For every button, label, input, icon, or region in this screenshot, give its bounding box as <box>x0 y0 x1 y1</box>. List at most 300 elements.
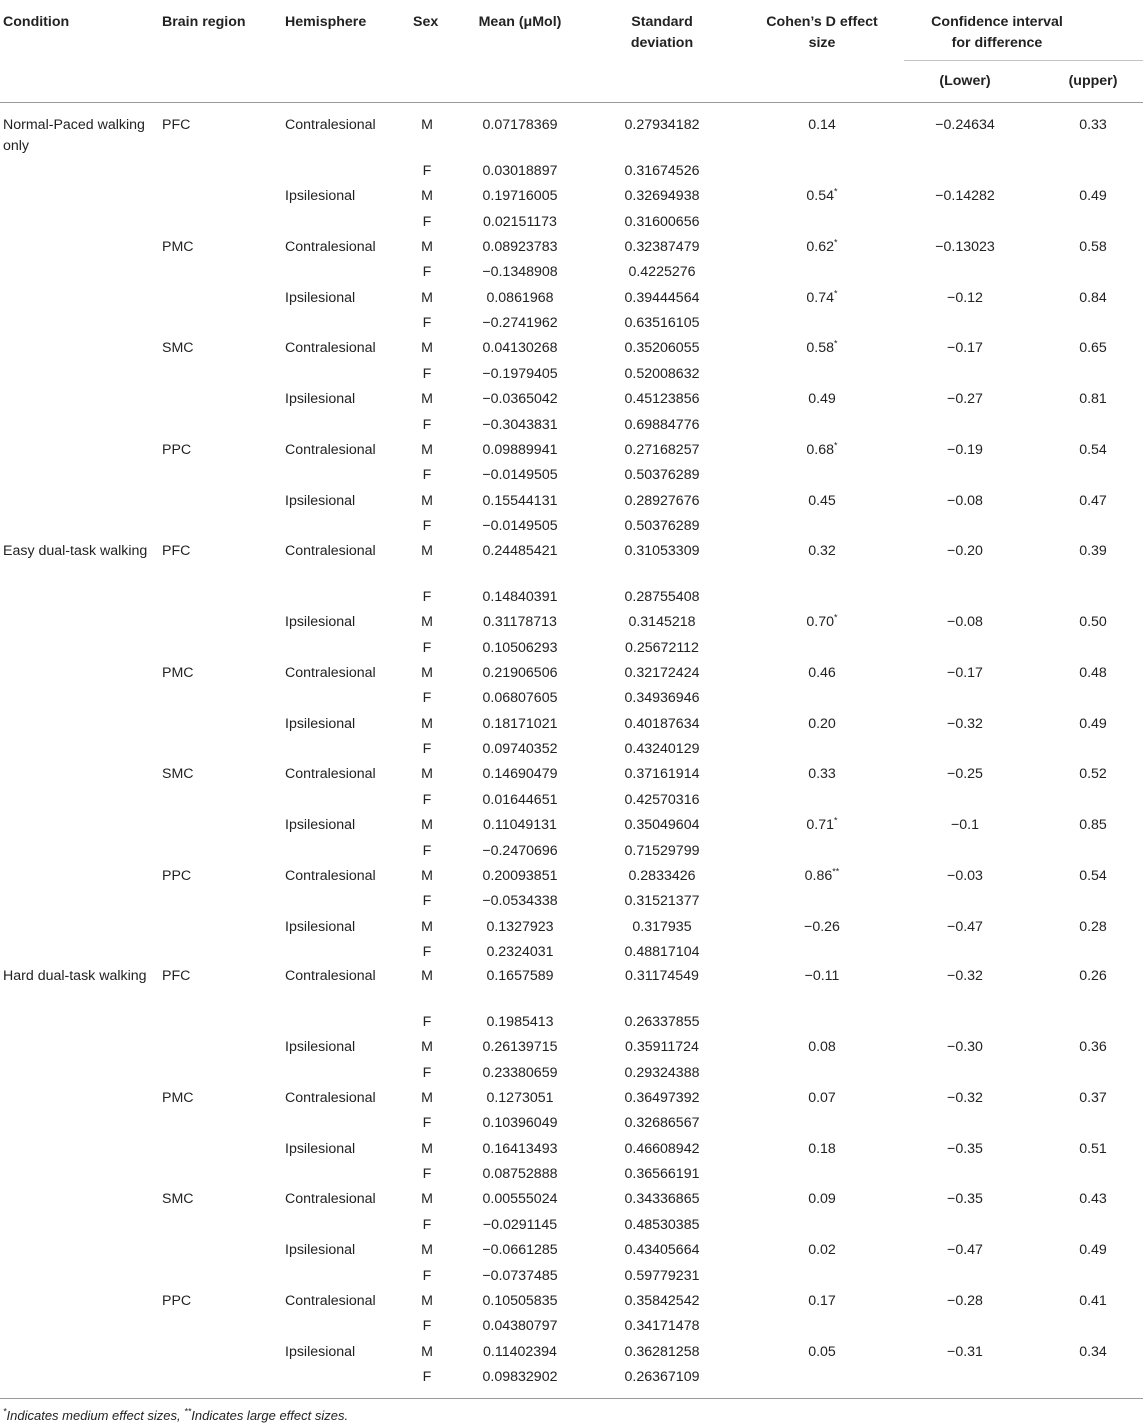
mean-cell: 0.1985413 <box>486 1014 554 1030</box>
sd-cell: 0.36566191 <box>624 1166 700 1183</box>
mean-cell: 0.04380797 <box>482 1318 558 1335</box>
sd-cell: 0.36497392 <box>624 1090 700 1107</box>
mean-cell: 0.14840391 <box>482 589 558 605</box>
sd-cell: 0.25672112 <box>625 639 699 656</box>
cohen-d-value: 0.33 <box>808 766 836 783</box>
ci-lower-cell: −0.08 <box>947 492 983 509</box>
sex-cell: F <box>422 1014 432 1030</box>
mean-cell: 0.20093851 <box>482 867 558 884</box>
ci-lower-cell: −0.35 <box>947 1191 983 1208</box>
sex-cell: M <box>421 1242 433 1259</box>
sd-cell: 0.50376289 <box>624 517 700 534</box>
sd-cell: 0.31174549 <box>625 968 699 984</box>
mean-cell: 0.10396049 <box>482 1115 558 1132</box>
cohen-d-value: 0.20 <box>808 715 836 732</box>
cohen-d-cell <box>742 237 902 257</box>
mean-cell: −0.1979405 <box>482 365 558 382</box>
sd-cell: 0.42570316 <box>624 791 700 808</box>
sd-cell: 0.28927676 <box>624 492 700 509</box>
sd-cell: 0.35911724 <box>625 1039 699 1056</box>
mean-cell: 0.03018897 <box>482 163 558 179</box>
sex-cell: F <box>422 264 432 281</box>
ci-lower-cell: −0.31 <box>947 1343 983 1360</box>
ci-upper-cell: 0.49 <box>1079 1242 1107 1259</box>
sex-cell: M <box>421 614 433 631</box>
ci-lower-cell: −0.03 <box>947 867 983 884</box>
cohen-d-value: 0.68 <box>806 441 835 458</box>
mean-cell: 0.19716005 <box>482 188 558 205</box>
mean-cell: −0.0661285 <box>482 1242 558 1259</box>
ci-lower-cell: −0.17 <box>947 665 983 682</box>
ci-upper-cell: 0.58 <box>1079 239 1107 256</box>
mean-cell: 0.2324031 <box>486 943 554 960</box>
cohen-d-cell <box>742 1139 902 1159</box>
effect-size-mark: ** <box>832 866 840 877</box>
sd-cell: 0.45123856 <box>624 391 700 408</box>
hemisphere-cell: Contralesional <box>285 766 376 783</box>
sex-cell: F <box>422 1216 432 1233</box>
sd-cell: 0.43240129 <box>624 741 700 758</box>
hemisphere-cell: Ipsilesional <box>285 1039 356 1056</box>
ci-lower-cell: −0.32 <box>947 968 983 984</box>
hemisphere-cell: Ipsilesional <box>285 918 356 935</box>
ci-upper-cell: 0.48 <box>1079 665 1107 682</box>
cohen-d-value: 0.07 <box>808 1090 836 1107</box>
sex-cell: F <box>422 1318 432 1335</box>
sd-cell: 0.27934182 <box>624 117 700 133</box>
ci-lower-cell: −0.27 <box>947 391 983 408</box>
mean-cell: 0.10506293 <box>482 639 558 656</box>
footnote-mark-medium: * <box>3 1406 7 1417</box>
ci-upper-cell: 0.43 <box>1079 1191 1107 1208</box>
mean-cell: 0.08752888 <box>482 1166 558 1183</box>
sex-cell: M <box>421 340 433 357</box>
ci-upper-cell: 0.49 <box>1079 715 1107 732</box>
header-ci-line2: for difference <box>951 35 1043 51</box>
cohen-d-cell <box>742 389 902 409</box>
cohen-d-cell <box>742 440 902 460</box>
cohen-d-value: −0.26 <box>804 918 840 935</box>
sex-cell: M <box>421 1343 433 1360</box>
sd-cell: 0.2833426 <box>628 867 696 884</box>
sex-cell: M <box>421 1039 433 1056</box>
brain-region-cell: SMC <box>162 766 194 783</box>
ci-lower-cell: −0.47 <box>947 1242 983 1259</box>
ci-upper-cell: 0.34 <box>1079 1343 1107 1360</box>
cohen-d-value: 0.14 <box>808 117 836 133</box>
effect-size-mark: * <box>834 186 838 197</box>
cohen-d-value: 0.62 <box>806 239 835 256</box>
ci-upper-cell: 0.33 <box>1079 117 1107 133</box>
sd-cell: 0.26337855 <box>624 1014 700 1030</box>
ci-lower-cell: −0.32 <box>947 1090 983 1107</box>
footnote-text-large: Indicates large effect sizes. <box>191 1408 349 1423</box>
mean-cell: 0.16413493 <box>482 1140 558 1157</box>
sex-cell: F <box>422 791 432 808</box>
mean-cell: 0.15544131 <box>482 492 558 509</box>
mean-cell: −0.0365042 <box>482 391 558 408</box>
cohen-d-cell <box>742 714 902 734</box>
cohen-d-value: 0.58 <box>806 340 835 357</box>
cohen-d-cell <box>742 764 902 784</box>
cohen-d-cell <box>742 1240 902 1260</box>
brain-region-cell: SMC <box>162 1191 194 1208</box>
header-ci-line1: Confidence interval <box>931 14 1063 30</box>
sex-cell: F <box>422 842 432 859</box>
cohen-d-cell <box>742 815 902 835</box>
mean-cell: 0.08923783 <box>482 239 558 256</box>
mean-cell: 0.24485421 <box>482 543 558 559</box>
sex-cell: F <box>422 690 432 707</box>
sex-cell: M <box>421 239 433 256</box>
condition-cell: Easy dual-task walking <box>3 543 148 559</box>
ci-upper-cell: 0.50 <box>1079 614 1107 631</box>
mean-cell: 0.09832902 <box>482 1368 558 1385</box>
ci-upper-cell: 0.52 <box>1079 766 1107 783</box>
mean-cell: 0.23380659 <box>482 1064 558 1081</box>
ci-upper-cell: 0.54 <box>1079 867 1107 884</box>
ci-lower-cell: −0.35 <box>947 1140 983 1157</box>
sd-cell: 0.29324388 <box>624 1064 700 1081</box>
sd-cell: 0.35206055 <box>624 340 700 357</box>
sd-cell: 0.32686567 <box>624 1115 700 1132</box>
ci-upper-cell: 0.81 <box>1079 391 1107 408</box>
mean-cell: −0.3043831 <box>482 416 558 433</box>
ci-lower-cell: −0.30 <box>947 1039 983 1056</box>
table-bottom-rule <box>0 1398 1143 1399</box>
sex-cell: M <box>421 817 433 834</box>
cohen-d-cell <box>742 1088 902 1108</box>
effect-size-mark: * <box>834 338 838 349</box>
cohen-d-cell <box>742 541 902 561</box>
hemisphere-cell: Ipsilesional <box>285 1343 356 1360</box>
cohen-d-cell <box>742 966 902 986</box>
hemisphere-cell: Ipsilesional <box>285 1140 356 1157</box>
hemisphere-cell: Contralesional <box>285 117 376 133</box>
sex-cell: M <box>421 543 433 559</box>
sex-cell: M <box>421 441 433 458</box>
sex-cell: M <box>421 289 433 306</box>
mean-cell: −0.0291145 <box>482 1216 558 1233</box>
mean-cell: 0.0861968 <box>486 289 554 306</box>
sex-cell: M <box>421 1090 433 1107</box>
ci-lower-cell: −0.12 <box>947 289 983 306</box>
cohen-d-value: 0.32 <box>808 543 836 559</box>
ci-upper-cell: 0.41 <box>1079 1292 1107 1309</box>
cohen-d-value: 0.08 <box>808 1039 836 1056</box>
ci-lower-cell: −0.32 <box>947 715 983 732</box>
cohen-d-value: 0.74 <box>806 289 835 306</box>
header-cohen-line1: Cohen’s D effect <box>766 14 878 30</box>
brain-region-cell: PFC <box>162 117 191 133</box>
ci-upper-cell: 0.28 <box>1079 918 1107 935</box>
sex-cell: F <box>422 589 432 605</box>
header-mean: Mean (μMol) <box>478 14 562 30</box>
header-divider <box>0 102 1143 103</box>
sd-cell: 0.31521377 <box>624 893 700 910</box>
hemisphere-cell: Ipsilesional <box>285 492 356 509</box>
ci-upper-cell: 0.84 <box>1079 289 1107 306</box>
hemisphere-cell: Ipsilesional <box>285 188 356 205</box>
hemisphere-cell: Contralesional <box>285 1191 376 1208</box>
brain-region-cell: SMC <box>162 340 194 357</box>
ci-upper-cell: 0.36 <box>1079 1039 1107 1056</box>
sex-cell: M <box>421 867 433 884</box>
ci-upper-cell: 0.51 <box>1079 1140 1107 1157</box>
sex-cell: M <box>421 117 433 133</box>
cohen-d-cell <box>742 917 902 937</box>
hemisphere-cell: Contralesional <box>285 867 376 884</box>
ci-lower-cell: −0.13023 <box>935 239 995 256</box>
sd-cell: 0.35842542 <box>624 1292 700 1309</box>
hemisphere-cell: Contralesional <box>285 239 376 256</box>
sex-cell: M <box>421 968 433 984</box>
sd-cell: 0.48817104 <box>624 943 700 960</box>
brain-region-cell: PPC <box>162 867 192 884</box>
cohen-d-cell <box>742 1189 902 1209</box>
cohen-d-value: 0.09 <box>808 1191 836 1208</box>
sex-cell: F <box>422 467 432 484</box>
sd-cell: 0.63516105 <box>624 315 700 332</box>
hemisphere-cell: Contralesional <box>285 665 376 682</box>
sd-cell: 0.46608942 <box>624 1140 700 1157</box>
cohen-d-cell <box>742 491 902 511</box>
sex-cell: M <box>421 391 433 408</box>
cohen-d-cell <box>742 1342 902 1362</box>
cohen-d-value: 0.86 <box>804 867 833 884</box>
cohen-d-cell <box>742 1037 902 1057</box>
mean-cell: 0.11402394 <box>483 1343 557 1360</box>
sd-cell: 0.39444564 <box>624 289 700 306</box>
ci-upper-cell: 0.47 <box>1079 492 1107 509</box>
ci-lower-cell: −0.19 <box>947 441 983 458</box>
mean-cell: 0.09889941 <box>482 441 558 458</box>
ci-upper-cell: 0.37 <box>1079 1090 1107 1107</box>
cohen-d-value: 0.46 <box>808 665 836 682</box>
sex-cell: M <box>421 918 433 935</box>
sex-cell: F <box>422 365 432 382</box>
cohen-d-value: 0.45 <box>808 492 836 509</box>
sd-cell: 0.52008632 <box>624 365 700 382</box>
cohen-d-value: 0.54 <box>806 188 835 205</box>
cohen-d-value: 0.70 <box>806 614 835 631</box>
mean-cell: −0.1348908 <box>482 264 558 281</box>
ci-lower-cell: −0.17 <box>947 340 983 357</box>
hemisphere-cell: Ipsilesional <box>285 391 356 408</box>
sd-cell: 0.71529799 <box>624 842 700 859</box>
mean-cell: 0.1327923 <box>486 918 554 935</box>
sex-cell: F <box>422 517 432 534</box>
cohen-d-cell <box>742 663 902 683</box>
sex-cell: F <box>422 1267 432 1284</box>
mean-cell: −0.2470696 <box>482 842 558 859</box>
ci-lower-cell: −0.20 <box>947 543 983 559</box>
sex-cell: M <box>421 1292 433 1309</box>
sd-cell: 0.26367109 <box>624 1368 700 1385</box>
cohen-d-value: 0.02 <box>808 1242 836 1259</box>
cohen-d-value: 0.71 <box>806 817 835 834</box>
sd-cell: 0.31053309 <box>624 543 700 559</box>
cohen-d-cell <box>742 612 902 632</box>
mean-cell: −0.2741962 <box>482 315 558 332</box>
sd-cell: 0.35049604 <box>624 817 700 834</box>
mean-cell: 0.1657589 <box>486 968 554 984</box>
sd-cell: 0.34336865 <box>624 1191 700 1208</box>
hemisphere-cell: Contralesional <box>285 543 376 559</box>
sex-cell: F <box>422 639 432 656</box>
header-brain-region: Brain region <box>162 14 246 30</box>
mean-cell: 0.31178713 <box>483 614 557 631</box>
effect-size-mark: * <box>834 288 838 299</box>
ci-lower-cell: −0.28 <box>947 1292 983 1309</box>
sex-cell: M <box>421 1140 433 1157</box>
effect-size-mark: * <box>834 815 838 826</box>
sd-cell: 0.69884776 <box>624 416 700 433</box>
sd-cell: 0.4225276 <box>628 264 696 281</box>
mean-cell: 0.01644651 <box>482 791 558 808</box>
hemisphere-cell: Ipsilesional <box>285 715 356 732</box>
hemisphere-cell: Contralesional <box>285 1090 376 1107</box>
sd-cell: 0.32694938 <box>624 188 700 205</box>
ci-lower-cell: −0.1 <box>950 817 979 834</box>
cohen-d-cell <box>742 338 902 358</box>
sd-cell: 0.48530385 <box>624 1216 700 1233</box>
header-ci-upper: (upper) <box>1068 73 1118 89</box>
effect-size-mark: * <box>834 237 838 248</box>
header-cohen-line2: size <box>808 35 836 51</box>
ci-lower-cell: −0.25 <box>947 766 983 783</box>
mean-cell: 0.09740352 <box>482 741 558 758</box>
sex-cell: M <box>421 492 433 509</box>
sex-cell: F <box>422 943 432 960</box>
brain-region-cell: PMC <box>162 239 194 256</box>
mean-cell: −0.0534338 <box>482 893 558 910</box>
cohen-d-cell <box>742 186 902 206</box>
sd-cell: 0.40187634 <box>624 715 700 732</box>
cohen-d-value: 0.05 <box>808 1343 836 1360</box>
sex-cell: F <box>422 893 432 910</box>
sd-cell: 0.28755408 <box>624 589 700 605</box>
hemisphere-cell: Ipsilesional <box>285 614 356 631</box>
hemisphere-cell: Ipsilesional <box>285 289 356 306</box>
sd-cell: 0.34171478 <box>624 1318 700 1335</box>
mean-cell: 0.21906506 <box>482 665 558 682</box>
sex-cell: F <box>422 416 432 433</box>
sd-cell: 0.31674526 <box>624 163 700 179</box>
ci-upper-cell: 0.39 <box>1079 543 1107 559</box>
condition-cell: Normal-Paced walking only <box>3 117 145 154</box>
cohen-d-value: 0.49 <box>808 391 836 408</box>
cohen-d-cell <box>742 288 902 308</box>
sex-cell: F <box>422 741 432 758</box>
header-condition: Condition <box>3 14 70 30</box>
ci-lower-cell: −0.08 <box>947 614 983 631</box>
cohen-d-cell <box>742 1291 902 1311</box>
sex-cell: F <box>422 1166 432 1183</box>
ci-upper-cell: 0.26 <box>1079 968 1107 984</box>
mean-cell: 0.10505835 <box>482 1292 558 1309</box>
header-hemisphere: Hemisphere <box>285 14 367 30</box>
brain-region-cell: PPC <box>162 1292 192 1309</box>
sex-cell: M <box>421 665 433 682</box>
ci-lower-cell: −0.14282 <box>935 188 995 205</box>
mean-cell: 0.04130268 <box>482 340 558 357</box>
header-sd-line2: deviation <box>630 35 694 51</box>
footnote-text-medium: Indicates medium effect sizes, <box>6 1408 185 1423</box>
brain-region-cell: PFC <box>162 543 191 559</box>
sd-cell: 0.32172424 <box>624 665 700 682</box>
mean-cell: 0.06807605 <box>482 690 558 707</box>
sd-cell: 0.43405664 <box>624 1242 700 1259</box>
ci-upper-cell: 0.49 <box>1079 188 1107 205</box>
sex-cell: M <box>421 766 433 783</box>
cohen-d-cell <box>742 866 902 886</box>
sex-cell: F <box>422 1064 432 1081</box>
sex-cell: F <box>422 213 432 230</box>
hemisphere-cell: Ipsilesional <box>285 1242 356 1259</box>
mean-cell: 0.26139715 <box>482 1039 558 1056</box>
mean-cell: −0.0149505 <box>482 467 558 484</box>
footnote <box>3 1408 348 1423</box>
ci-upper-cell: 0.85 <box>1079 817 1107 834</box>
condition-cell: Hard dual-task walking <box>3 968 147 984</box>
effect-size-mark: * <box>834 612 838 623</box>
cohen-d-value: −0.11 <box>804 968 840 984</box>
brain-region-cell: PMC <box>162 1090 194 1107</box>
brain-region-cell: PFC <box>162 968 191 984</box>
sex-cell: M <box>421 715 433 732</box>
sex-cell: F <box>422 1368 432 1385</box>
mean-cell: 0.07178369 <box>482 117 558 133</box>
hemisphere-cell: Ipsilesional <box>285 817 356 834</box>
hemisphere-cell: Contralesional <box>285 441 376 458</box>
sd-cell: 0.32387479 <box>624 239 700 256</box>
sd-cell: 0.31600656 <box>624 213 700 230</box>
sd-cell: 0.27168257 <box>624 441 700 458</box>
hemisphere-cell: Contralesional <box>285 1292 376 1309</box>
hemisphere-cell: Contralesional <box>285 968 376 984</box>
sd-cell: 0.3145218 <box>628 614 696 631</box>
effect-size-mark: * <box>834 440 838 451</box>
sd-cell: 0.36281258 <box>624 1343 700 1360</box>
sd-cell: 0.59779231 <box>624 1267 700 1284</box>
mean-cell: 0.02151173 <box>483 213 557 230</box>
cohen-d-value: 0.18 <box>808 1140 836 1157</box>
sex-cell: M <box>421 1191 433 1208</box>
sex-cell: M <box>421 188 433 205</box>
mean-cell: −0.0737485 <box>482 1267 558 1284</box>
ci-upper-cell: 0.65 <box>1079 340 1107 357</box>
brain-region-cell: PPC <box>162 441 192 458</box>
mean-cell: −0.0149505 <box>482 517 558 534</box>
ci-upper-cell: 0.54 <box>1079 441 1107 458</box>
mean-cell: 0.1273051 <box>486 1090 554 1107</box>
sd-cell: 0.34936946 <box>624 690 700 707</box>
header-ci-lower: (Lower) <box>939 73 991 89</box>
ci-lower-cell: −0.24634 <box>935 117 995 133</box>
hemisphere-cell: Contralesional <box>285 340 376 357</box>
brain-region-cell: PMC <box>162 665 194 682</box>
mean-cell: 0.14690479 <box>482 766 558 783</box>
mean-cell: 0.11049131 <box>483 817 557 834</box>
sex-cell: F <box>422 315 432 332</box>
cohen-d-value: 0.17 <box>808 1292 836 1309</box>
sd-cell: 0.317935 <box>632 918 692 935</box>
cohen-d-cell <box>742 115 902 135</box>
ci-header-rule <box>904 60 1143 61</box>
mean-cell: 0.00555024 <box>482 1191 558 1208</box>
mean-cell: 0.18171021 <box>482 715 558 732</box>
